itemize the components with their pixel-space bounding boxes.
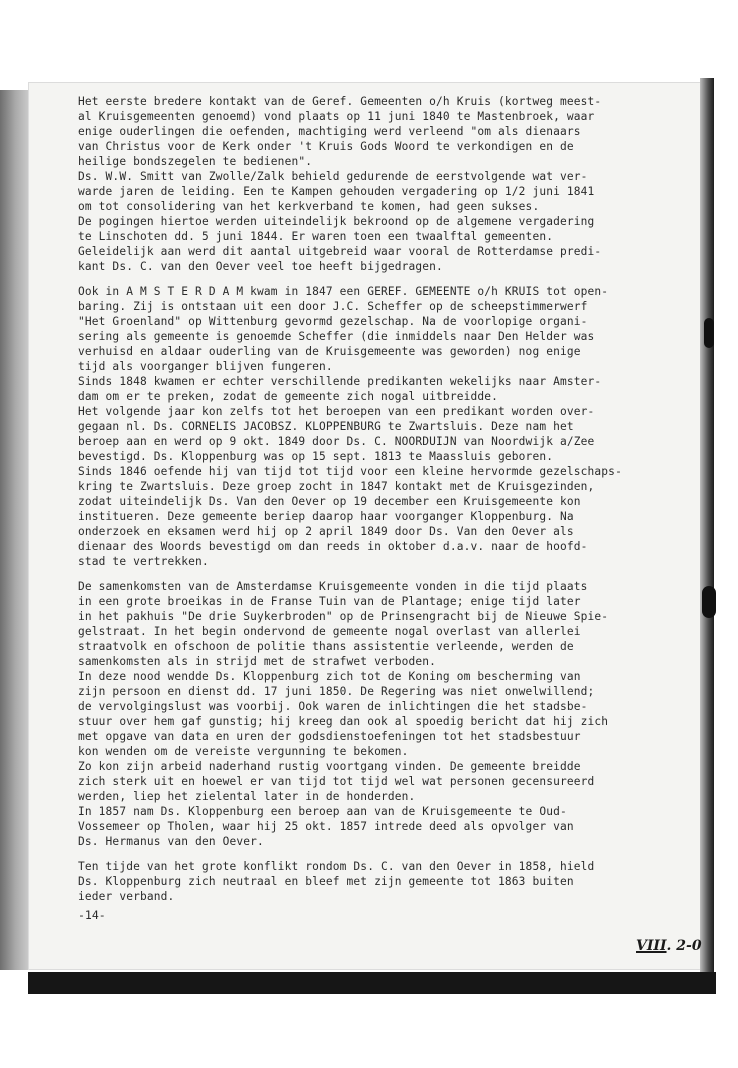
text-line: Vossemeer op Tholen, waar hij 25 okt. 1857 intrede deed als opvolger van [78,820,574,833]
text-line: werden, liep het zielental later in de honderden. [78,790,416,803]
text-line: kant Ds. C. van den Oever veel toe heeft bijgedragen. [78,260,443,273]
text-line: "Het Groenland" op Wittenburg gevormd gezelschap. Na de voorlopige organi- [78,315,588,328]
text-line: van Christus voor de Kerk onder 't Kruis Gods Woord te verkondigen en de [78,140,574,153]
text-line: Ten tijde van het grote konflikt rondom Ds. C. van den Oever in 1858, hield [78,860,595,873]
text-line: sering als gemeente is genoemde Scheffer (die inmiddels naar Den Helder was [78,330,595,343]
archive-mark-roman: VIII [636,938,667,954]
text-line: samenkomsten als in strijd met de strafwet verboden. [78,655,437,668]
text-line: Ds. Hermanus van den Oever. [78,835,264,848]
text-line: In 1857 nam Ds. Kloppenburg een beroep aan van de Kruisgemeente te Oud- [78,805,567,818]
text-line: kring te Zwartsluis. Deze groep zocht in 1847 kontakt met de Kruisgezinden, [78,480,595,493]
text-line: met opgave van data en uren der godsdienstoefeningen tot het stadsbestuur [78,730,581,743]
text-line: Sinds 1846 oefende hij van tijd tot tijd voor een kleine hervormde gezelschaps- [78,465,622,478]
text-line: Geleidelijk aan werd dit aantal uitgebreid waar vooral de Rotterdamse predi- [78,245,602,258]
text-line: warde jaren de leiding. Een te Kampen gehouden vergadering op 1/2 juni 1841 [78,185,595,198]
text-line: bevestigd. Ds. Kloppenburg was op 15 sept. 1813 te Maassluis geboren. [78,450,554,463]
text-line: In deze nood wendde Ds. Kloppenburg zich tot de Koning om bescherming van [78,670,581,683]
text-line: institueren. Deze gemeente beriep daarop haar voorganger Kloppenburg. Na [78,510,574,523]
archive-mark [636,938,702,954]
paragraph-2 [78,284,676,569]
text-line: in het pakhuis "De drie Suykerbroden" op de Prinsengracht bij de Nieuwe Spie- [78,610,609,623]
paragraph-1 [78,94,676,274]
text-line: gegaan nl. Ds. CORNELIS JACOBSZ. KLOPPENBURG te Zwartsluis. Deze nam het [78,420,574,433]
paragraph-4 [78,859,676,904]
text-line: enige ouderlingen die oefenden, machtiging werd verleend "om als dienaars [78,125,581,138]
text-line: stad te vertrekken. [78,555,209,568]
text-line: onderzoek en eksamen werd hij op 2 april 1849 door Ds. Van den Oever als [78,525,574,538]
text-line: zich sterk uit en hoewel er van tijd tot tijd wel wat personen gecensureerd [78,775,595,788]
archive-mark-suffix: . 2-0 [666,938,702,954]
text-line: de vervolgingslust was voorbij. Ook waren de inlichtingen die het stadsbe- [78,700,588,713]
body-text [78,94,676,914]
text-line: Het eerste bredere kontakt van de Geref. Gemeenten o/h Kruis (kortweg meest- [78,95,602,108]
text-line: stuur over hem gaf gunstig; hij kreeg dan ook al spoedig bericht dat hij zich [78,715,609,728]
text-line: Zo kon zijn arbeid naderhand rustig voortgang vinden. De gemeente breidde [78,760,581,773]
text-line: verhuisd en aldaar ouderling van de Kruisgemeente was geworden) nog enige [78,345,581,358]
binder-hole-top-icon [704,318,714,348]
text-line: De samenkomsten van de Amsterdamse Kruisgemeente vonden in die tijd plaats [78,580,588,593]
text-line: Het volgende jaar kon zelfs tot het beroepen van een predikant worden over- [78,405,595,418]
text-line: gelstraat. In het begin ondervond de gemeente nogal overlast van allerlei [78,625,581,638]
text-line: heilige bondszegelen te bedienen". [78,155,313,168]
text-line: ieder verband. [78,890,175,903]
page-number: -14- [78,908,106,922]
scan-bottom-border [28,972,716,994]
binder-hole-middle-icon [702,586,716,618]
text-line: baring. Zij is ontstaan uit een door J.C. Scheffer op de scheepstimmerwerf [78,300,588,313]
text-line: beroep aan en werd op 9 okt. 1849 door Ds. C. NOORDUIJN van Noordwijk a/Zee [78,435,595,448]
text-line: te Linschoten dd. 5 juni 1844. Er waren toen een twaalftal gemeenten. [78,230,554,243]
scan-shadow-right [700,78,714,978]
text-line: dienaar des Woords bevestigd om dan reeds in oktober d.a.v. naar de hoofd- [78,540,588,553]
text-line: zijn persoon en dienst dd. 17 juni 1850. De Regering was niet onwelwillend; [78,685,595,698]
text-line: tijd als voorganger blijven fungeren. [78,360,333,373]
text-line: Ds. W.W. Smitt van Zwolle/Zalk behield gedurende de eerstvolgende wat ver- [78,170,588,183]
text-line: kon wenden om de vereiste vergunning te bekomen. [78,745,409,758]
text-line: dam om er te preken, zodat de gemeente zich nogal uitbreidde. [78,390,499,403]
text-line: in een grote broeikas in de Franse Tuin van de Plantage; enige tijd later [78,595,581,608]
text-line: Ook in A M S T E R D A M kwam in 1847 een GEREF. GEMEENTE o/h KRUIS tot open- [78,285,609,298]
text-line: zodat uiteindelijk Ds. Van den Oever op 19 december een Kruisgemeente kon [78,495,581,508]
text-line: straatvolk en ofschoon de politie thans assistentie verleende, werden de [78,640,574,653]
text-line: Ds. Kloppenburg zich neutraal en bleef met zijn gemeente tot 1863 buiten [78,875,574,888]
text-line: De pogingen hiertoe werden uiteindelijk bekroond op de algemene vergadering [78,215,595,228]
paragraph-3 [78,579,676,849]
text-line: Sinds 1848 kwamen er echter verschillende predikanten wekelijks naar Amster- [78,375,602,388]
text-line: om tot consolidering van het kerkverband te komen, had geen sukses. [78,200,540,213]
text-line: al Kruisgemeenten genoemd) vond plaats op 11 juni 1840 te Mastenbroek, waar [78,110,595,123]
